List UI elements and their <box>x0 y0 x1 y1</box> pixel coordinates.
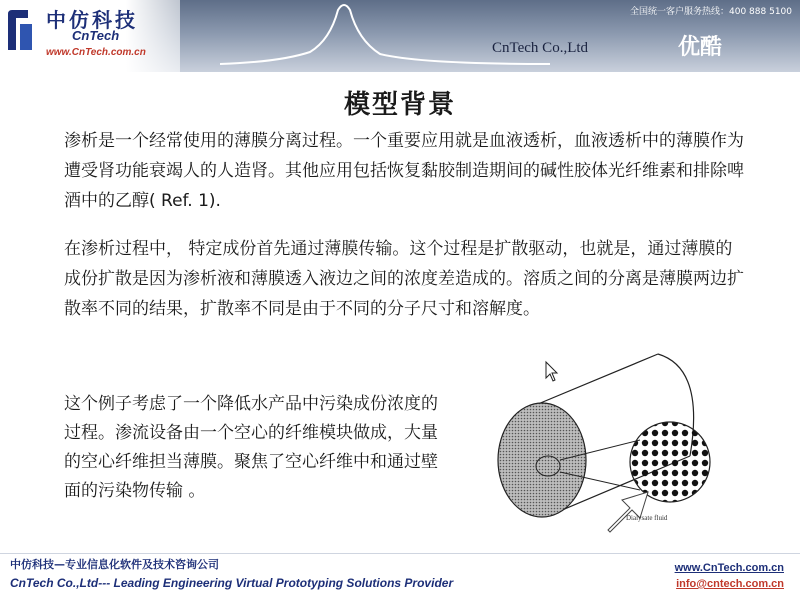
paragraph-dialysis-process: 在渗析过程中， 特定成份首先通过薄膜传输。这个过程是扩散驱动，也就是，通过薄膜的成份扩散是因为渗析液和薄膜透入液边之间的浓度差造成的。溶质之间的分离是薄膜两边扩散率不同的结果，扩散率不同是由于不同的分子尺寸和溶解度。 <box>64 239 744 319</box>
footer-chinese-tagline: 中仿科技—专业信息化软件及技术咨询公司 <box>10 558 219 571</box>
fiber-cross-section <box>630 422 710 502</box>
footer-divider <box>0 553 800 554</box>
paragraph-example: 这个例子考虑了一个降低水产品中污染成份浓度的过程。渗流设备由一个空心的纤维模块做成，大量的空心纤维担当薄膜。聚焦了空心纤维中和通过壁面的污染物传输 。 <box>64 394 438 501</box>
logo-english-name: CnTech <box>72 28 120 43</box>
mouse-cursor-icon <box>546 362 557 381</box>
logo-mark-icon <box>4 6 36 56</box>
slide-title: 模型背景 <box>343 90 456 120</box>
hollow-fiber-figure <box>490 348 720 533</box>
logo-chinese-name: 中仿科技 <box>46 8 138 32</box>
video-watermark: 优酷 <box>678 35 723 60</box>
footer-english-tagline: CnTech Co.,Ltd--- Leading Engineering Virtual Prototyping Solutions Provider <box>10 576 454 590</box>
footer-email-link[interactable]: info@cntech.com.cn <box>676 578 784 590</box>
paragraph-dialysis-intro: 渗析是一个经常使用的薄膜分离过程。一个重要应用就是血液透析，血液透析中的薄膜作为遭受肾功能衰竭人的人造肾。其他应用包括恢复黏胶制造期间的碱性胶体光纤维素和排除啤酒中的乙醇( Ref. 1). <box>64 131 744 211</box>
footer-website-link[interactable]: www.CnTech.com.cn <box>674 562 784 574</box>
logo-url: www.CnTech.com.cn <box>46 47 146 58</box>
flow-arrow-icon <box>608 492 648 532</box>
service-hotline: 全国统一客户服务热线：400 888 5100 <box>630 7 792 17</box>
figure-label: Dialysate fluid <box>626 514 668 522</box>
header-company-name: CnTech Co.,Ltd <box>492 40 589 56</box>
header-peak-curve-icon <box>220 0 550 72</box>
slide-header <box>0 0 800 72</box>
logo-area <box>0 0 180 72</box>
